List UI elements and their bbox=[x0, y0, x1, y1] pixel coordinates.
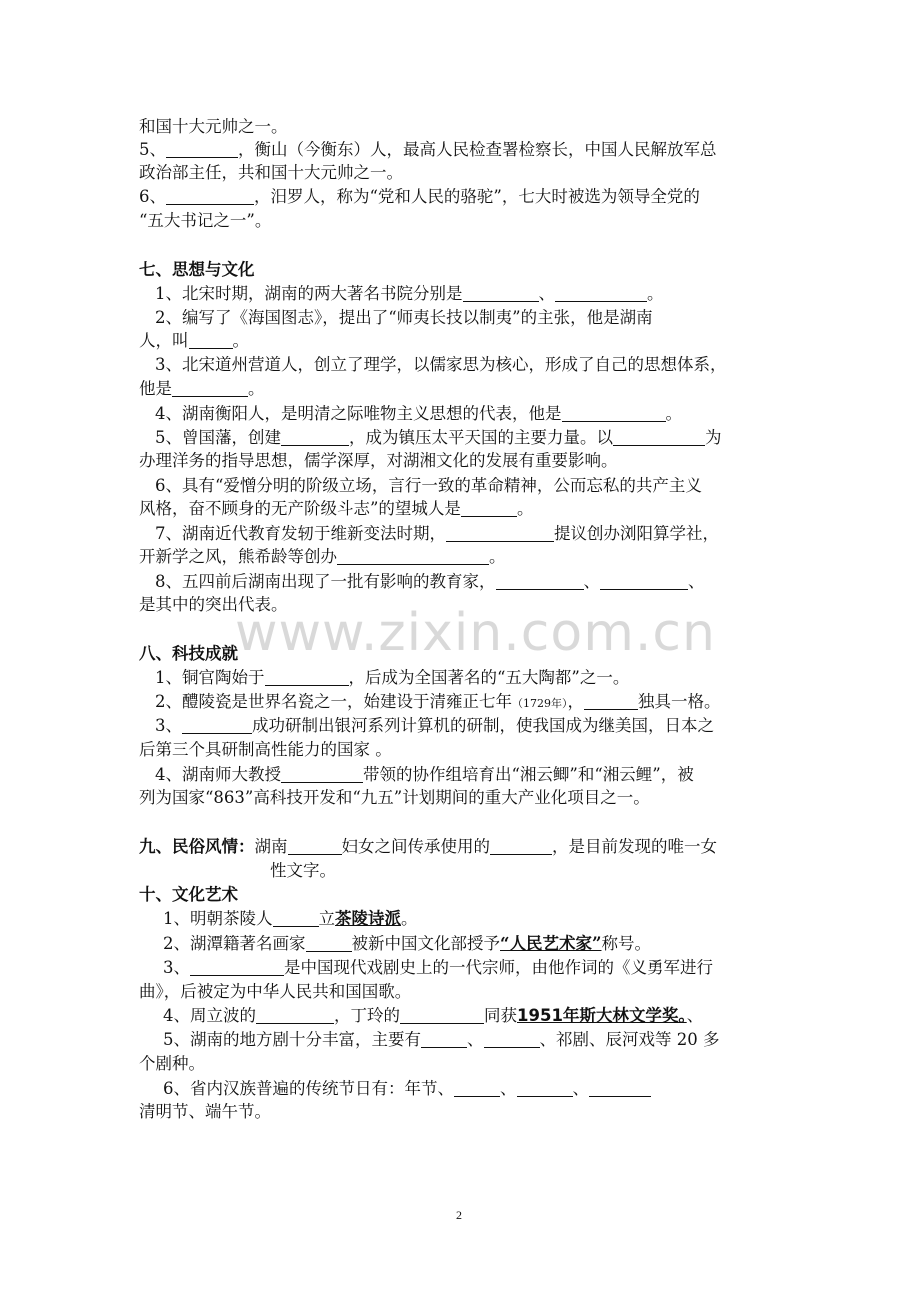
s7-question-8-cont: 是其中的突出代表。 bbox=[139, 595, 288, 614]
s7-question-5-cont: 办理洋务的指导思想，儒学深厚，对湖湘文化的发展有重要影响。 bbox=[139, 451, 618, 470]
section-10-title: 十、文化艺术 bbox=[139, 885, 238, 904]
s8-question-3: 3、 成功研制出银河系列计算机的研制，使我国成为继美国，日本之 bbox=[155, 716, 714, 735]
answer-blank[interactable] bbox=[490, 837, 552, 855]
s7-question-1: 1、北宋时期，湖南的两大著名书院分别是 、 。 bbox=[155, 284, 664, 303]
answer-blank[interactable] bbox=[613, 428, 705, 446]
section-8-title: 八、科技成就 bbox=[139, 644, 238, 663]
text-line: 和国十大元帅之一。 bbox=[139, 117, 288, 136]
s8-question-1: 1、铜官陶始于 ，后成为全国著名的“五大陶都”之一。 bbox=[155, 668, 630, 687]
s7-question-3-cont: 他是 。 bbox=[139, 379, 265, 398]
question-5: 5、 ，衡山（今衡东）人，最高人民检查署检察长，中国人民解放军总 bbox=[139, 140, 717, 159]
s7-question-7: 7、湖南近代教育发轫于维新变法时期， 提议创办浏阳算学社， bbox=[155, 524, 719, 543]
s8-question-2: 2、醴陵瓷是世界名瓷之一，始建设于清雍正七年（1729年）， 独具一格。 bbox=[155, 692, 721, 711]
s8-question-4-cont: 列为国家“863”高科技开发和“九五”计划期间的重大产业化项目之一。 bbox=[139, 788, 650, 807]
answer-blank[interactable] bbox=[337, 547, 489, 565]
answer-blank[interactable] bbox=[281, 428, 349, 446]
s7-question-6: 6、具有“爱憎分明的阶级立场，言行一致的革命精神，公而忘私的共产主义 bbox=[155, 476, 702, 495]
s7-question-2-cont: 人，叫 。 bbox=[139, 331, 249, 350]
answer-blank[interactable] bbox=[600, 572, 688, 590]
s10-question-2: 2、湖潭籍著名画家 被新中国文化部授予“人民艺术家”称号。 bbox=[163, 934, 651, 953]
s10-question-3: 3、 是中国现代戏剧史上的一代宗师，由他作词的《义勇军进行 bbox=[163, 958, 713, 977]
answer-blank[interactable] bbox=[496, 572, 584, 590]
page-number: 2 bbox=[456, 1208, 462, 1222]
section-9-title: 九、民俗风情： bbox=[139, 837, 255, 856]
s10-question-3-cont: 曲》，后被定为中华人民共和国国歌。 bbox=[139, 982, 412, 1001]
s10-question-5: 5、湖南的地方剧十分丰富，主要有 、 、祁剧、辰河戏等 20 多 bbox=[163, 1030, 720, 1049]
answer-blank[interactable] bbox=[461, 499, 517, 517]
answer-blank[interactable] bbox=[517, 1079, 573, 1097]
watermark: www.zixin.com.cn bbox=[235, 603, 716, 663]
answer-blank[interactable] bbox=[584, 692, 638, 710]
s8-question-3-cont: 后第三个具研制高性能力的国家 。 bbox=[139, 740, 392, 759]
answer-blank[interactable] bbox=[484, 1030, 540, 1048]
answer-blank[interactable] bbox=[182, 716, 252, 734]
s7-question-5: 5、曾国藩，创建 ，成为镇压太平天国的主要力量。以 为 bbox=[155, 428, 722, 447]
section-9-cont: 性文字。 bbox=[270, 861, 336, 880]
answer-blank[interactable] bbox=[189, 331, 233, 349]
question-6: 6、 ，汨罗人，称为“党和人民的骆驼”，七大时被选为领导全党的 bbox=[139, 187, 700, 206]
answer-blank[interactable] bbox=[555, 284, 647, 302]
answer-blank[interactable] bbox=[273, 909, 319, 927]
section-9: 九、民俗风情：湖南 妇女之间传承使用的 ，是目前发现的唯一女 bbox=[139, 837, 717, 856]
answer-blank[interactable] bbox=[281, 765, 363, 783]
s7-question-7-cont: 开新学之风，熊希龄等创办 。 bbox=[139, 547, 506, 566]
answer-blank[interactable] bbox=[454, 1079, 500, 1097]
answer-blank[interactable] bbox=[446, 524, 554, 542]
s7-question-3: 3、北宋道州营道人，创立了理学，以儒家思为核心，形成了自己的思想体系， bbox=[155, 355, 727, 374]
s10-question-6: 6、省内汉族普遍的传统节日有：年节、 、 、 bbox=[163, 1078, 651, 1100]
answer-blank[interactable] bbox=[421, 1030, 467, 1048]
answer-blank[interactable] bbox=[172, 379, 248, 397]
answer-blank[interactable] bbox=[166, 187, 254, 205]
answer-blank[interactable] bbox=[256, 1006, 334, 1024]
answer-blank[interactable] bbox=[463, 284, 539, 302]
answer-blank[interactable] bbox=[166, 140, 238, 158]
s7-question-4: 4、湖南衡阳人，是明清之际唯物主义思想的代表，他是 。 bbox=[155, 404, 682, 423]
answer-blank[interactable] bbox=[562, 404, 666, 422]
text-line: 政治部主任，共和国十大元帅之一。 bbox=[139, 163, 403, 182]
section-7-title: 七、思想与文化 bbox=[139, 260, 255, 279]
s10-question-1: 1、明朝茶陵人 立茶陵诗派。 bbox=[163, 909, 418, 928]
text-line: “五大书记之一”。 bbox=[139, 211, 272, 230]
s7-question-6-cont: 风格，奋不顾身的无产阶级斗志”的望城人是 。 bbox=[139, 499, 534, 518]
answer-blank[interactable] bbox=[288, 837, 342, 855]
s10-question-6-cont: 清明节、端午节。 bbox=[139, 1102, 271, 1121]
answer-blank[interactable] bbox=[400, 1006, 484, 1024]
s7-question-8: 8、五四前后湖南出现了一批有影响的教育家， 、 、 bbox=[155, 572, 705, 591]
s10-question-5-cont: 个剧种。 bbox=[139, 1054, 205, 1073]
answer-blank[interactable] bbox=[589, 1079, 651, 1097]
s10-question-4: 4、周立波的 ，丁玲的 同获1951年斯大林文学奖。、 bbox=[163, 1006, 704, 1025]
answer-blank[interactable] bbox=[190, 958, 284, 976]
s8-question-4: 4、湖南师大教授 带领的协作组培育出“湘云鲫”和“湘云鲤”，被 bbox=[155, 765, 694, 784]
answer-blank[interactable] bbox=[265, 668, 349, 686]
answer-blank[interactable] bbox=[306, 934, 352, 952]
s7-question-2: 2、编写了《海国图志》，提出了“师夷长技以制夷”的主张，他是湖南 bbox=[155, 308, 653, 327]
